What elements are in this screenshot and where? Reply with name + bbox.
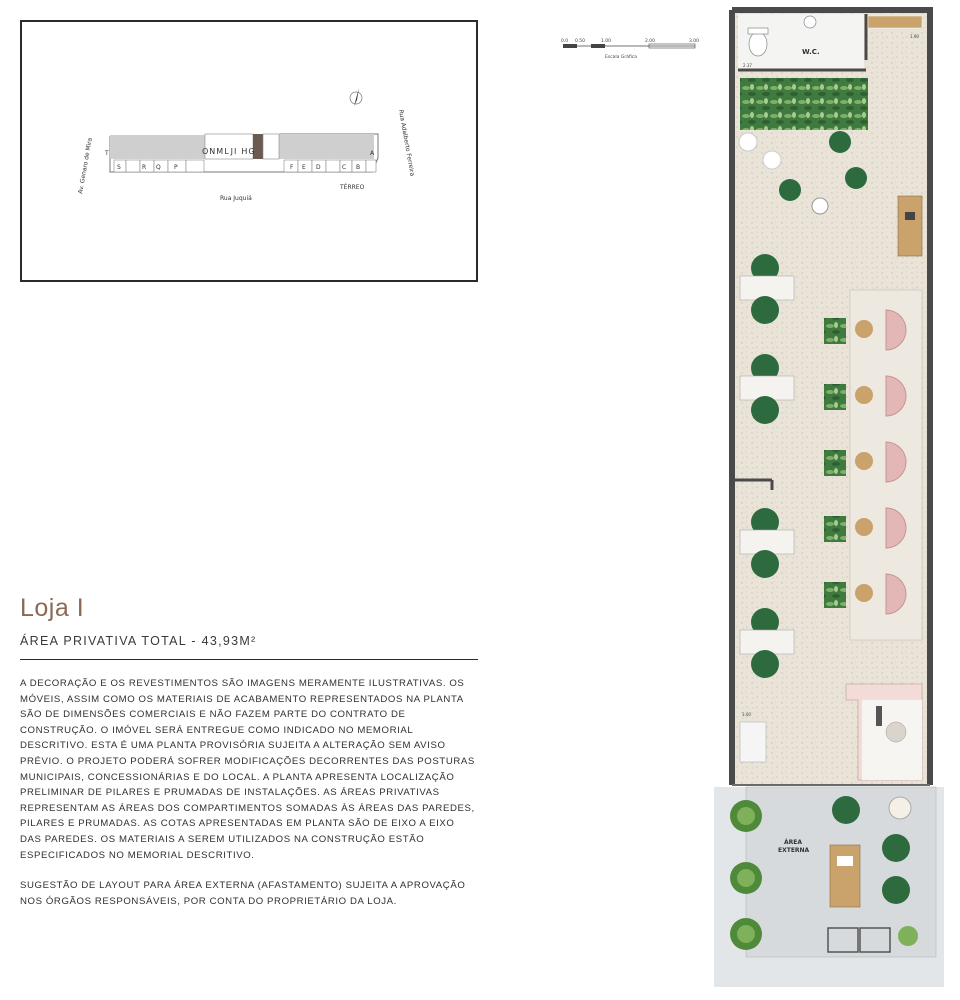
dim-bottom: 3.00: [742, 712, 751, 717]
plant-pot: [779, 179, 801, 201]
label-unit-a: A: [370, 150, 375, 157]
scale-tick: 1.00: [601, 39, 612, 44]
green-wall: [740, 78, 868, 130]
disclaimer: [20, 676, 478, 924]
disclaimer-paragraph: A DECORAÇÃO E OS REVESTIMENTOS SÃO IMAGENS MERAMENTE ILUSTRATIVAS. OS MÓVEIS, ASSIM COMO OS MATERIAIS DE ACABAMENTO REPRESENTADOS NA PLANTA SÃO DE DIMENSÕES COMERCIAIS E NÃO FAZEM PARTE DO CONTRATO DE CONSTRUÇÃO. O IMÓVEL SERÁ ENTREGUE COMO INDICADO NO MEMORIAL DESCRITIVO. ESTA É UMA PLANTA PROVISÓRIA SUJEITA A ALTERAÇÃO SEM AVISO PRÉVIO. O PROJETO PODERÁ SOFRER MODIFICAÇÕES DECORRENTES DAS POSTURAS MUNICIPAIS, CONCESSIONÁRIAS E DO LOCAL. A PLANTA APRESENTA LOCALIZAÇÃO PRELIMINAR DE PILARES E PRUMADAS DE INSTALAÇÕES. AS ÁREAS PRIVATIVAS REPRESENTAM AS ÁREAS DOS COMPARTIMENTOS SOMADAS ÀS ÁREAS DAS PAREDES, PILARES E PRUMADAS. AS COTAS APRESENTADAS EM PLANTA SÃO DE EIXO A EIXO DAS PAREDES. OS MATERIAIS A SEREM UTILIZADOS NA CONSTRUÇÃO ESTÃO ESPECIFICADOS NO MEMORIAL DESCRITIVO.: [20, 678, 475, 861]
plant-pot: [845, 167, 867, 189]
stool: [739, 133, 757, 151]
scale-tick: 0.50: [575, 39, 586, 44]
sink-icon: [804, 16, 816, 28]
armchair: [832, 796, 860, 824]
block-left: [110, 135, 205, 159]
unit-area: ÁREA PRIVATIVA TOTAL - 43,93M²: [20, 634, 257, 648]
svg-text:C: C: [342, 164, 347, 171]
label-units-top: ONML JI HG: [202, 147, 255, 156]
street-left: Av. Genaro de Mira: [77, 137, 94, 195]
svg-text:S: S: [117, 164, 121, 171]
block-center-2: [263, 134, 279, 159]
disclaimer-paragraph: SUGESTÃO DE LAYOUT PARA ÁREA EXTERNA (AFASTAMENTO) SUJEITA A APROVAÇÃO NOS ÓRGÃOS RESPONSÁVEIS, POR CONTA DO PROPRIETÁRIO DA LOJA.: [20, 880, 466, 907]
counter: [898, 196, 922, 256]
scale-tick: 2.00: [645, 39, 656, 44]
svg-text:R: R: [142, 164, 147, 171]
street-bottom: Rua Juquiá: [220, 195, 252, 202]
bottom-units: [114, 160, 376, 172]
cabinet: [740, 722, 766, 762]
toilet-icon: [749, 32, 767, 56]
scale-tick: 3.00: [689, 39, 700, 44]
stool: [763, 151, 781, 169]
shelf: [868, 16, 922, 28]
side-table: [812, 198, 828, 214]
floor-label: TÉRREO: [340, 184, 365, 191]
side-table: [889, 797, 911, 819]
svg-text:P: P: [174, 164, 178, 171]
wc-label: W.C.: [802, 48, 820, 56]
scale-label: Escala Gráfica: [605, 55, 638, 60]
key-plan: [20, 20, 478, 282]
svg-text:E: E: [302, 164, 306, 171]
unit-title: Loja I: [20, 594, 85, 622]
dim-top: 1.90: [910, 34, 919, 39]
block-right: [279, 134, 374, 159]
desk-chair: [886, 722, 906, 742]
external-plants: [730, 800, 762, 950]
armchair: [882, 876, 910, 904]
floor-plan: [700, 0, 960, 1000]
external-table: [830, 845, 860, 907]
armchair: [882, 834, 910, 862]
svg-text:F: F: [290, 164, 294, 171]
scale-tick: 0.0: [561, 39, 569, 44]
scale-bar: [555, 36, 705, 66]
svg-text:Q: Q: [156, 164, 161, 171]
divider: [20, 659, 478, 660]
svg-text:B: B: [356, 164, 361, 171]
plant-pot: [829, 131, 851, 153]
dim-wc: 2.37: [743, 63, 752, 68]
key-plan-drawing: [22, 22, 476, 280]
external-label: EXTERNA: [778, 847, 810, 854]
street-right: Rua Adalberto Ferreira: [397, 109, 416, 177]
external-label: ÁREA: [784, 839, 803, 846]
north-arrow-icon: [350, 88, 362, 106]
svg-text:D: D: [316, 164, 321, 171]
plant-pot: [898, 926, 918, 946]
label-unit-t: T: [105, 150, 109, 157]
